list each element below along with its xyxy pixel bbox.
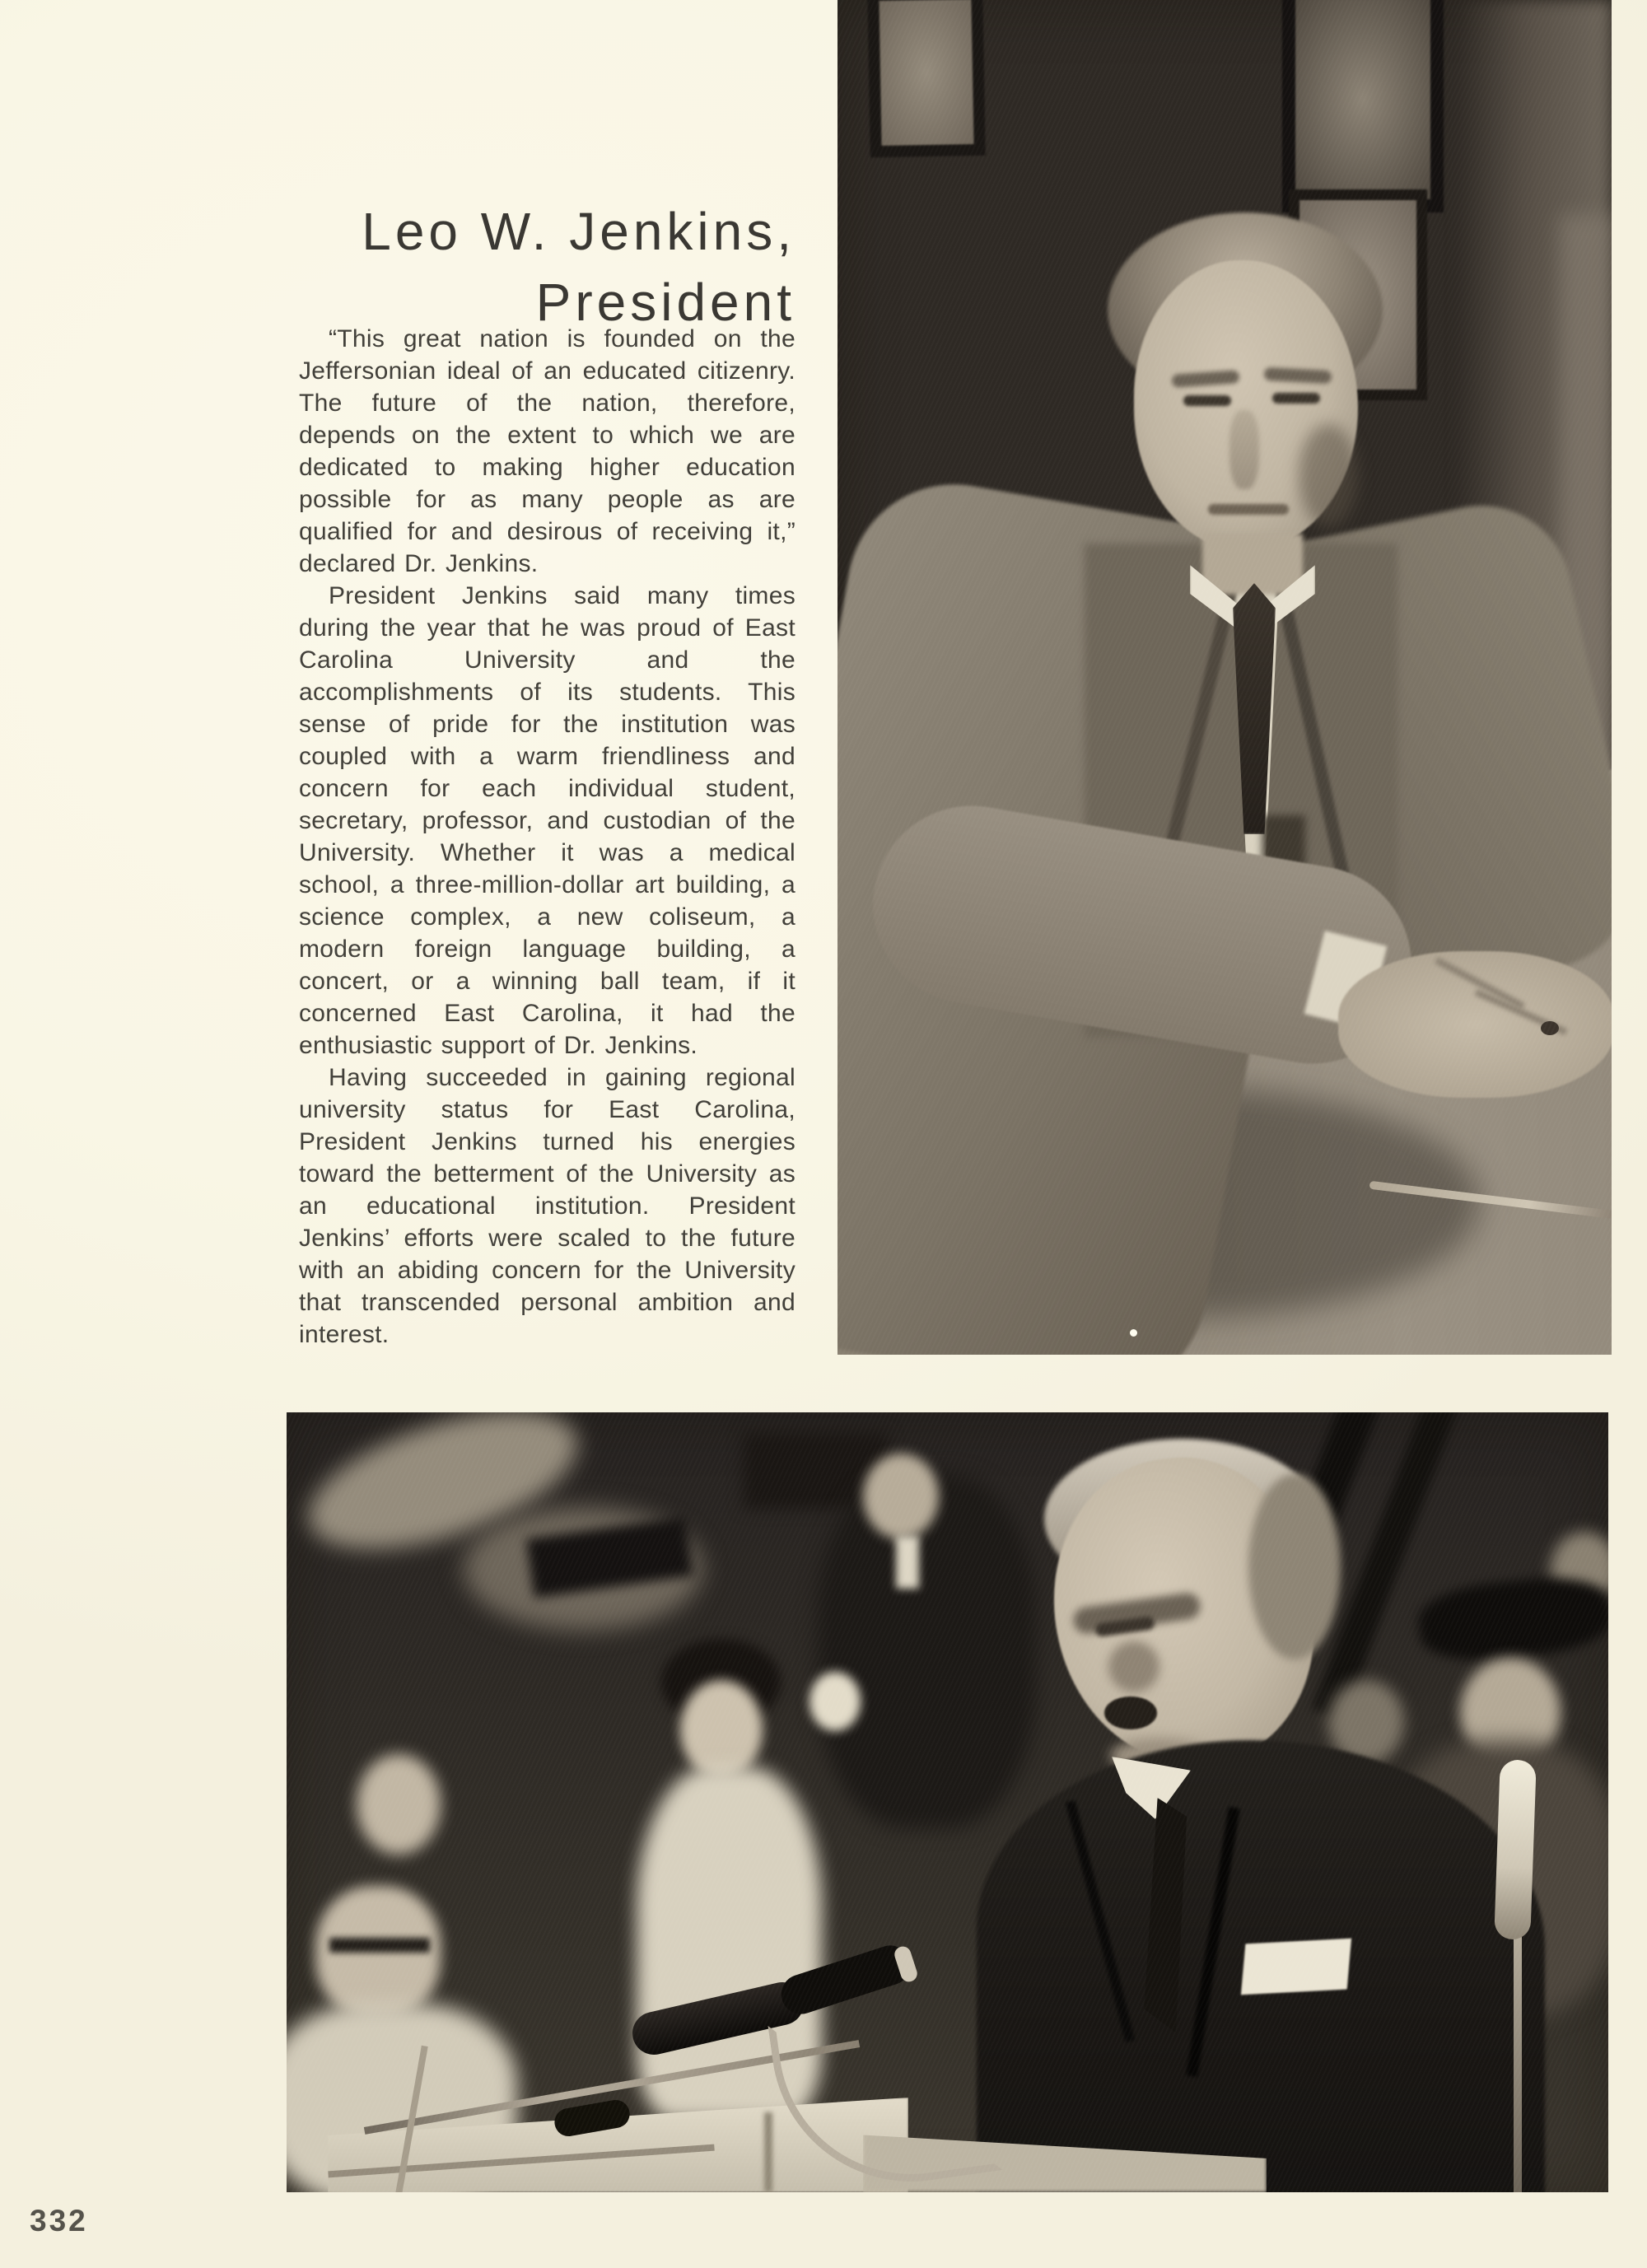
portrait-hands [1338, 951, 1612, 1098]
portrait-speck [1130, 1329, 1137, 1337]
crowd-hat [1416, 1571, 1608, 1667]
crowd-standing-face [863, 1454, 939, 1539]
page-number: 332 [30, 2204, 88, 2238]
crowd-man-glasses-face [315, 1886, 441, 2019]
crowd-woman-face [680, 1680, 763, 1779]
portrait-photo [837, 0, 1612, 1355]
crowd-face [357, 1754, 441, 1855]
portrait-mouth [1208, 504, 1289, 515]
mic-stand-right-mic [1494, 1759, 1537, 1939]
portrait-ring [1541, 1021, 1559, 1035]
speaker-mouth [1104, 1696, 1157, 1729]
portrait-cheek-shadow [1299, 424, 1358, 527]
portrait-wall-frame [867, 0, 986, 157]
podium-seam [764, 2112, 772, 2192]
portrait-eye [1272, 393, 1320, 404]
speaker-hair-back [1248, 1474, 1341, 1659]
page-title-line-1: Leo W. Jenkins, [362, 202, 796, 261]
portrait-eye [1183, 395, 1231, 406]
article-body [299, 323, 796, 1351]
crowd-bright-face [810, 1672, 861, 1731]
article-paragraph-3: Having succeeded in gaining regional university status for East Carolina, President Jenkins turned his energies toward the betterment of the University as an educational institution. President Jenkins’ efforts were scaled to the future with an abiding concern for the University that transcended personal ambition and interest. [299, 1064, 796, 1348]
speaker-pocket-square [1241, 1939, 1351, 1995]
article-paragraph-1: “This great nation is founded on the Jeffersonian ideal of an educated citizenry. The future of the nation, therefore, depends on the extent to which we are dedicated to making higher education possible for as many people as are qualified for and desirous of receiving it,” declared Dr. Jenkins. [299, 325, 796, 577]
article-paragraph-2: President Jenkins said many times during the year that he was proud of East Carolina University and the accomplishments of its students. This sense of pride for the institution was coupled with a warm friendliness and concern for each individual student, secretary, professor, and custodian of the University. Whether it was a medical school, a three-million-dollar art building, a science complex, a new coliseum, a modern foreign language building, a concert, or a winning ball team, if it concerned East Carolina, it had the enthusiastic support of Dr. Jenkins. [299, 582, 796, 1059]
speech-photo [287, 1412, 1608, 2192]
crowd-man-glasses [329, 1938, 430, 1953]
speaker-nose-shadow [1108, 1641, 1159, 1692]
page-title [299, 196, 796, 338]
portrait-nose [1229, 410, 1259, 489]
page-title-line-2: President [535, 273, 796, 332]
portrait-wall-frame [1282, 0, 1444, 212]
crowd-shirt-highlight [896, 1536, 919, 1589]
